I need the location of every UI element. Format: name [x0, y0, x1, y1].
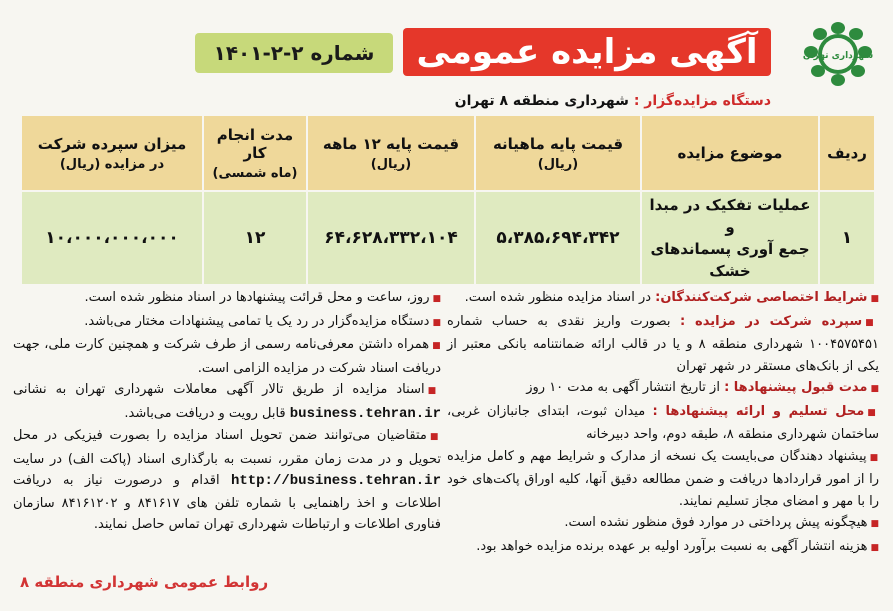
public-relations-signature: روابط عمومی شهرداری منطقه ۸ — [20, 573, 269, 591]
introduction-letter-note: ■همراه داشتن معرفی‌نامه رسمی از طرف شرکت و همچنین کارت ملی، جهت دریافت اسناد شرکت در مزایده الزامی است. — [13, 337, 441, 376]
cell-index: ۱ — [819, 191, 875, 285]
business-site-link[interactable]: business.tehran.ir — [289, 405, 441, 422]
auction-table — [20, 114, 876, 286]
deposit-conditions: ■سپرده شرکت در مزایده : بصورت واریز نقدی به حساب شماره ۱۰۰۴۵۷۵۴۵۱ شهرداری منطقه ۸ و یا در قالب ارائه ضمانتنامه بانکی معتبر از یکی از بانک‌های مستقر در شهر تهران — [447, 313, 879, 374]
cell-annual-price: ۶۴،۶۲۸،۳۳۲،۱۰۴ — [307, 191, 475, 285]
table-row — [21, 191, 875, 285]
cell-deposit: ۱۰،۰۰۰،۰۰۰،۰۰۰ — [21, 191, 203, 285]
table-header-row — [21, 115, 875, 191]
documents-note: ■پیشنهاد دهندگان می‌بایست یک نسخه از مدارک و شرایط مهم و کامل مزایده را از امور قراردادها دریافت و ضمن مطالعه دقیق آنها، کلیه اوراق پاکت‌های خود را با مهر و امضای مجاز تسلیم نمایند. — [447, 448, 879, 509]
publication-cost-note: ■هزینه انتشار آگهی به نسبت برآورد اولیه بر عهده برنده مزایده خواهد بود. — [476, 538, 879, 554]
organizer-line — [455, 93, 771, 109]
rejection-note: ■دستگاه مزایده‌گزار در رد یک یا تمامی پیشنهادات مختار می‌باشد. — [84, 313, 441, 329]
logo-text: شهرداری تهران — [802, 51, 874, 61]
organizer-label: دستگاه مزایده‌گزار : — [633, 93, 771, 109]
documents-access-note: ■اسناد مزایده از طریق تالار آگهی معاملات شهرداری تهران به نشانی business.tehran.ir قابل رویت و دریافت می‌باشد. — [13, 382, 441, 422]
organizer-value: شهرداری منطقه ۸ تهران — [454, 93, 629, 109]
cell-duration: ۱۲ — [203, 191, 307, 285]
cell-subject: عملیات تفکیک در مبدا و جمع آوری پسماندهای خشک — [641, 191, 819, 285]
prepayment-note: ■هیچگونه پیش پرداختی در موارد فوق منظور نشده است. — [564, 515, 879, 530]
header-index: ردیف — [819, 115, 875, 191]
upload-note: ■متقاضیان می‌توانند ضمن تحویل اسناد مزایده را بصورت فیزیکی در محل تحویل و در مدت زمان مقرر، نسبت به بارگذاری اسناد (پاکت الف) در سایت http://business.tehran.ir اقدام و درصورت نیاز به دریافت اطلاعات و اخذ راهنمایی با شماره تلفن های ۸۴۱۶۱۷ و ۸۴۱۶۱۲۰۲ سازمان فناوری اطلاعات و ارتباطات شهرداری تهران تماس حاصل نمایند. — [13, 428, 441, 532]
header-monthly-price: قیمت پایه ماهیانه (ریال) — [475, 115, 641, 191]
conditions-column — [447, 287, 879, 559]
special-conditions: ■شرایط اختصاصی شرکت‌کنندگان: در اسناد مزایده منظور شده است. — [464, 290, 879, 305]
number-banner — [195, 33, 393, 73]
tehran-municipality-logo-icon — [801, 20, 875, 90]
header-duration: مدت انجام کار (ماه شمسی) — [203, 115, 307, 191]
submission-place: ■محل تسلیم و ارائه پیشنهادها : میدان ثبوت، ابتدای جانبازان غربی، ساختمان شهرداری منطقه ۸، طبقه دوم، واحد دبیرخانه — [447, 403, 879, 442]
acceptance-period: ■مدت قبول پیشنهادها : از تاریخ انتشار آگهی به مدت ۱۰ روز — [526, 380, 879, 395]
notes-column — [13, 287, 441, 536]
title-banner — [403, 28, 771, 76]
business-site-url-link[interactable]: http://business.tehran.ir — [230, 473, 441, 489]
header-annual-price: قیمت پایه ۱۲ ماهه (ریال) — [307, 115, 475, 191]
header-deposit: میزان سپرده شرکت در مزایده (ریال) — [21, 115, 203, 191]
header-subject: موضوع مزایده — [641, 115, 819, 191]
notice-number: شماره ۲-۲-۱۴۰۱ — [213, 41, 375, 65]
reading-note: ■روز، ساعت و محل قرائت پیشنهادها در اسناد منظور شده است. — [84, 290, 441, 305]
cell-monthly-price: ۵،۳۸۵،۶۹۴،۳۴۲ — [475, 191, 641, 285]
notice-title: آگهی مزایده عمومی — [416, 32, 758, 72]
